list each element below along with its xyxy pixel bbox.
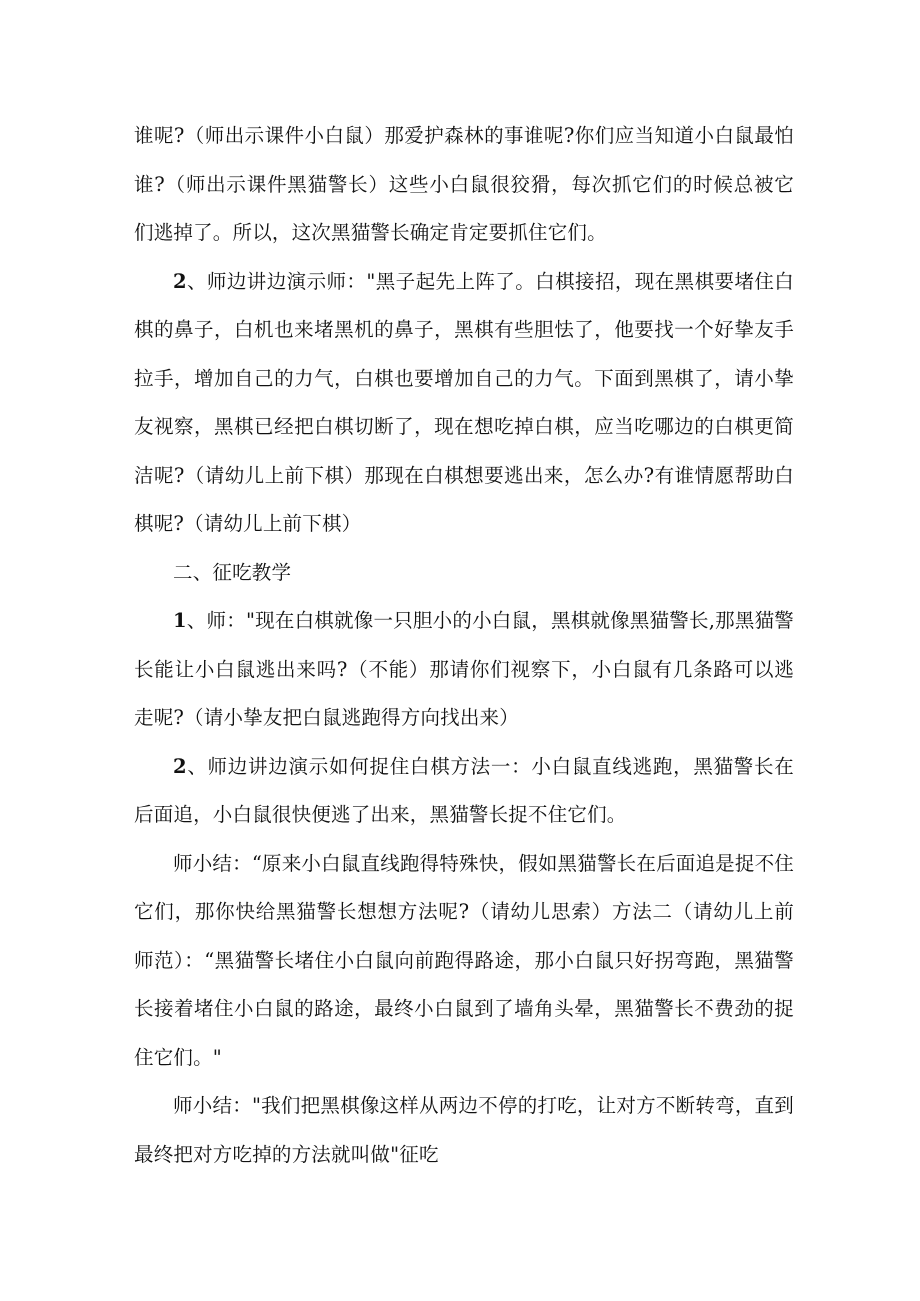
paragraph-5-text: 、师边讲边演示如何捉住白棋方法一：小白鼠直线逃跑，黑猫警长在后面追，小白鼠很快便逃了出来，黑猫警长捉不住它们。 [134,754,794,826]
section-heading-text: 二、征吃教学 [173,560,292,584]
paragraph-7 [134,1082,794,1179]
paragraph-4-text: 、师："现在白棋就像一只胆小的小白鼠，黑棋就像黑猫警长,那黑猫警长能让小白鼠逃出来吗?（不能）那请你们视察下，小白鼠有几条路可以逃走呢?（请小挚友把白鼠逃跑得方向找出来） [134,609,794,729]
paragraph-4-number: 1 [173,609,187,632]
paragraph-1-text: 谁呢?（师出示课件小白鼠）那爱护森林的事谁呢?你们应当知道小白鼠最怕谁?（师出示课件黑猫警长）这些小白鼠很狡猾，每次抓它们的时候总被它们逃掉了。所以，这次黑猫警长确定肯定要抓住它们。 [134,124,794,244]
paragraph-1 [134,112,794,258]
paragraph-6-text: 师小结：“原来小白鼠直线跑得特殊快，假如黑猫警长在后面追是捉不住它们，那你快给黑猫警长想想方法呢?（请幼儿思索）方法二（请幼儿上前师范）：“黑猫警长堵住小白鼠向前跑得路途，那小白鼠只好拐弯跑，黑猫警长接着堵住小白鼠的路途，最终小白鼠到了墙角头晕，黑猫警长不费劲的捉住它们。" [134,851,794,1069]
paragraph-5 [134,743,794,840]
paragraph-2 [134,258,794,549]
paragraph-2-number: 2 [173,269,187,293]
paragraph-6 [134,840,794,1083]
document-body [134,112,794,1179]
paragraph-5-number: 2 [173,754,187,778]
paragraph-2-text: 、师边讲边演示师："黑子起先上阵了。白棋接招，现在黑棋要堵住白棋的鼻子，白机也来堵黑机的鼻子，黑棋有些胆怯了，他要找一个好挚友手拉手，增加自己的力气，白棋也要增加自己的力气。下面到黑棋了，请小挚友视察，黑棋已经把白棋切断了，现在想吃掉白棋，应当吃哪边的白棋更简洁呢?（请幼儿上前下棋）那现在白棋想要逃出来，怎么办?有谁情愿帮助白棋呢?（请幼儿上前下棋） [134,269,794,535]
paragraph-7-text: 师小结："我们把黑棋像这样从两边不停的打吃，让对方不断转弯，直到最终把对方吃掉的方法就叫做"征吃 [134,1094,794,1166]
paragraph-4 [134,597,794,743]
section-heading [134,549,794,598]
